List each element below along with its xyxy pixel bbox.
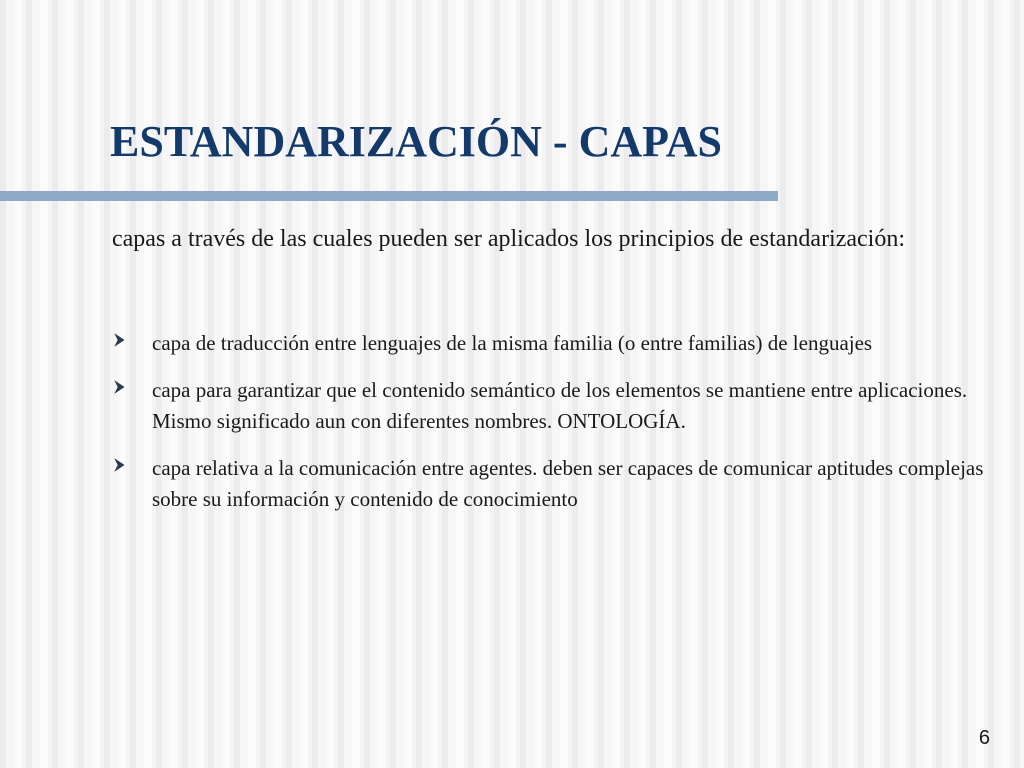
bullet-item — [112, 328, 992, 359]
arrowhead-bullet-icon — [112, 333, 126, 347]
bullet-item — [112, 453, 992, 515]
bullet-item — [112, 375, 992, 437]
slide-title: ESTANDARIZACIÓN - CAPAS — [110, 117, 722, 166]
arrowhead-bullet-icon — [112, 458, 126, 472]
intro-paragraph: capas a través de las cuales pueden ser aplicados los principios de estandarización: — [112, 226, 906, 252]
bullet-list — [112, 328, 992, 515]
arrowhead-bullet-icon — [112, 380, 126, 394]
bullet-text: capa relativa a la comunicación entre agentes. deben ser capaces de comunicar aptitudes complejas sobre su información y contenido de conocimiento — [152, 456, 984, 511]
bullet-text: capa para garantizar que el contenido semántico de los elementos se mantiene entre aplicaciones. Mismo significado aun con diferentes nombres. ONTOLOGÍA. — [152, 378, 968, 433]
bullet-text: capa de traducción entre lenguajes de la misma familia (o entre familias) de lenguajes — [152, 331, 873, 355]
title-underline-bar — [0, 191, 778, 201]
page-number: 6 — [978, 727, 990, 749]
